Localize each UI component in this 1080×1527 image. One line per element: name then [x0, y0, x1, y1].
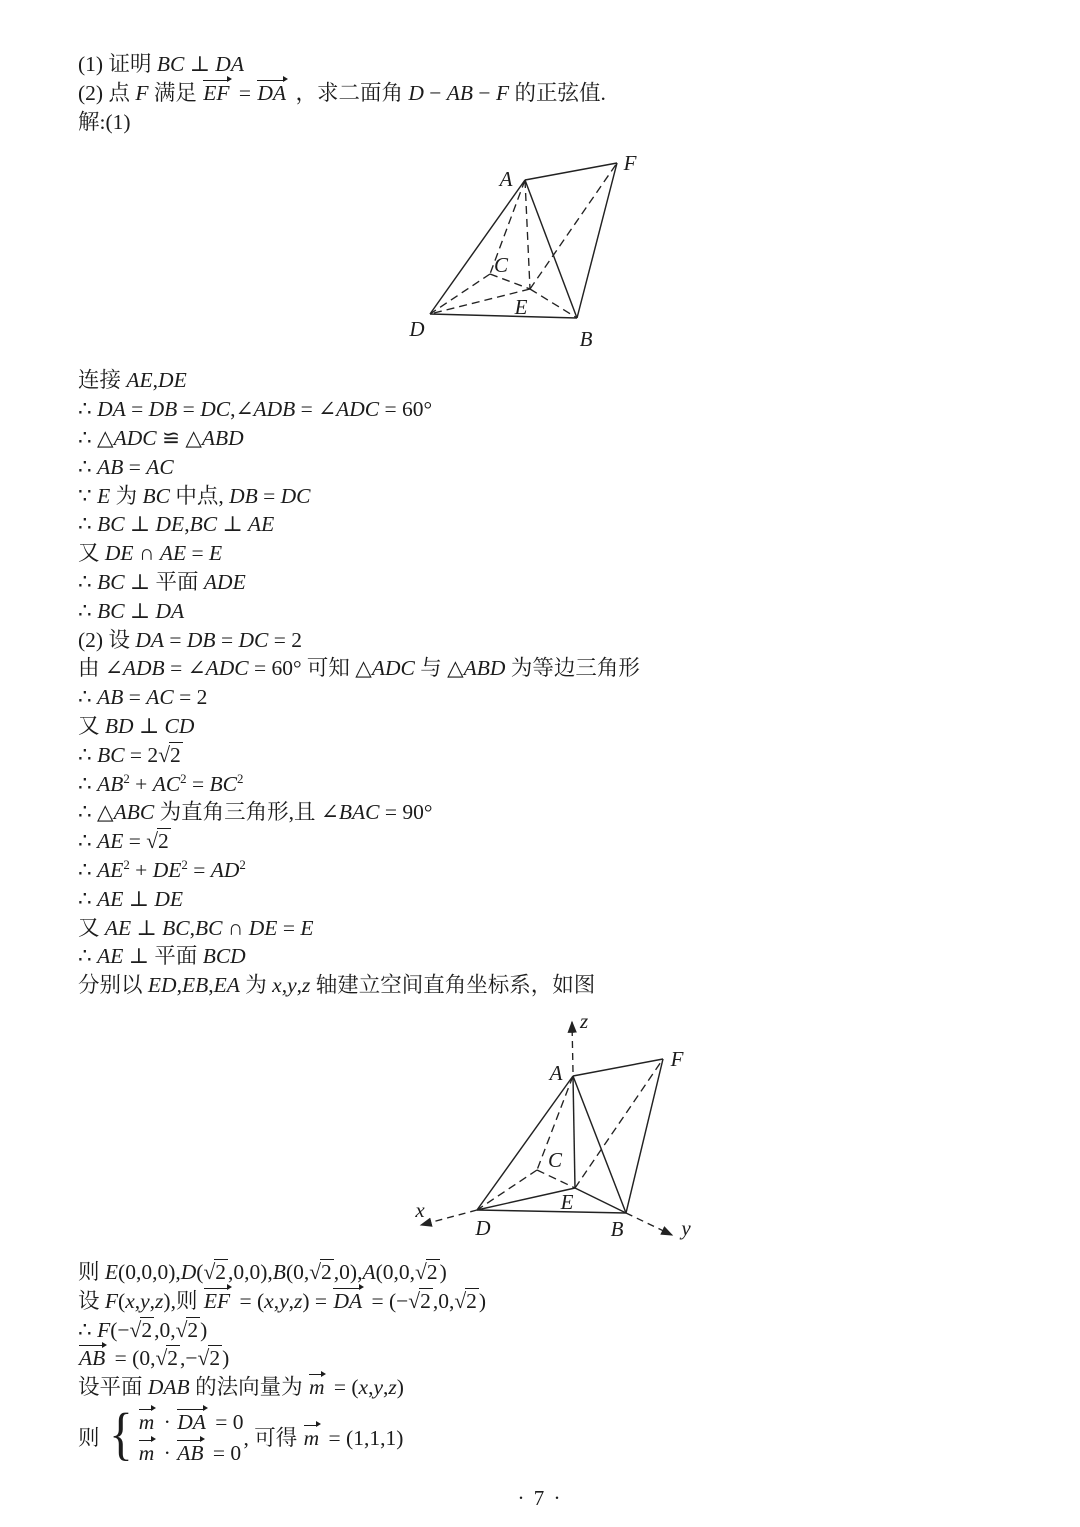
system-eq1: m · DA = 0: [138, 1409, 244, 1434]
coordinate-axes: [421, 1022, 672, 1235]
text-line: 又 BD ⊥ CD: [78, 713, 195, 738]
text-line: ∴ BC ⊥ DA: [78, 598, 185, 623]
vertex-label-A: A: [499, 167, 513, 192]
dashed-edges: [477, 1059, 663, 1210]
text-line: ∴ DA = DB = DC,∠ADB = ∠ADC = 60°: [78, 397, 433, 422]
text-line: 设 F(x,y,z),则 EF = (x,y,z) = DA = (−√2,0,√2): [78, 1288, 487, 1313]
text-line: 连接 AE,DE: [78, 368, 187, 393]
text-line: ∴ △ADC ≌ △ABD: [78, 425, 244, 450]
text-line: ∴ △ABC 为直角三角形,且 ∠BAC = 90°: [78, 800, 433, 825]
tetrahedron-diagram: [380, 144, 710, 356]
text-line: (2) 点 F 满足 EF = DA ，求二面角 D − AB − F 的正弦值.: [78, 80, 606, 105]
text-line: ∵ E 为 BC 中点, DB = DC: [78, 483, 311, 508]
text-line: 又 DE ∩ AE = E: [78, 541, 223, 566]
text-line: 设平面 DAB 的法向量为 m = (x,y,z): [78, 1375, 404, 1400]
vertex-label-F: F: [670, 1046, 684, 1071]
system-outro: , 可得 m = (1,1,1): [243, 1425, 404, 1450]
vertex-label-B: B: [610, 1216, 624, 1241]
system-equations: [138, 1407, 244, 1469]
system-eq2: m · AB = 0: [138, 1440, 242, 1465]
text-line: ∴ F(−√2,0,√2): [78, 1317, 208, 1342]
y-axis: [626, 1213, 672, 1235]
problem-statement: [78, 50, 1040, 136]
text-line: 则 E(0,0,0),D(√2,0,0),B(0,√2,0),A(0,0,√2): [78, 1259, 447, 1284]
text-line: ∴ AB = AC: [78, 454, 174, 479]
vertex-label-A: A: [549, 1060, 563, 1085]
solution-part2: [78, 1258, 1040, 1402]
text-line: ∴ AE ⊥ 平面 BCD: [78, 944, 246, 969]
text-line: (2) 设 DA = DB = DC = 2: [78, 627, 302, 652]
text-line: 由 ∠ADB = ∠ADC = 60° 可知 △ADC 与 △ABD 为等边三角形: [78, 656, 640, 681]
vertex-label-E: E: [514, 295, 528, 320]
equation-system: [78, 1402, 1040, 1474]
text-line: ∴ $AB^2 + AC^2 = BC^2$: [78, 771, 244, 796]
text-line: ∴ AE ⊥ DE: [78, 886, 183, 911]
text-line: ∴ BC ⊥ DE,BC ⊥ AE: [78, 512, 275, 537]
vertex-label-F: F: [623, 151, 637, 176]
vertex-label-C: C: [548, 1147, 563, 1172]
text-line: 分别以 ED,EB,EA 为 x,y,z 轴建立空间直角坐标系，如图: [78, 973, 596, 998]
text-line: AB = (0,√2,−√2): [79, 1346, 230, 1371]
vertex-label-D: D: [409, 317, 425, 342]
vertex-label-D: D: [475, 1215, 491, 1240]
figure-coordinate-system: [78, 1000, 1040, 1258]
x-axis: [421, 1210, 477, 1225]
text-line: ∴ BC ⊥ 平面 ADE: [78, 569, 246, 594]
vertex-label-E: E: [560, 1189, 574, 1214]
text-line: 又 AE ⊥ BC,BC ∩ DE = E: [78, 915, 314, 940]
figure-tetrahedron: [78, 136, 1040, 366]
axis-label-y: y: [681, 1215, 691, 1240]
vertex-label-B: B: [579, 327, 593, 352]
solution-part1: [78, 366, 1040, 1000]
system-brace: {: [109, 1400, 133, 1466]
axis-label-z: z: [580, 1008, 589, 1033]
text-line: ∴ $AE^2 + DE^2 = AD^2$: [78, 857, 246, 882]
system-intro: 则: [78, 1425, 105, 1450]
vertex-label-C: C: [493, 253, 509, 278]
axis-label-x: x: [415, 1197, 425, 1222]
text-line: ∴ BC = 2√2: [78, 742, 181, 767]
coordinate-diagram: [390, 1006, 720, 1254]
page-number: · 7 ·: [517, 1486, 563, 1510]
z-axis: [572, 1022, 573, 1072]
text-line: (1) 证明 BC ⊥ DA: [78, 52, 244, 76]
text-line: ∴ AB = AC = 2: [78, 685, 208, 710]
text-line: ∴ AE = √2: [78, 829, 169, 854]
text-line: 解:(1): [78, 109, 131, 134]
